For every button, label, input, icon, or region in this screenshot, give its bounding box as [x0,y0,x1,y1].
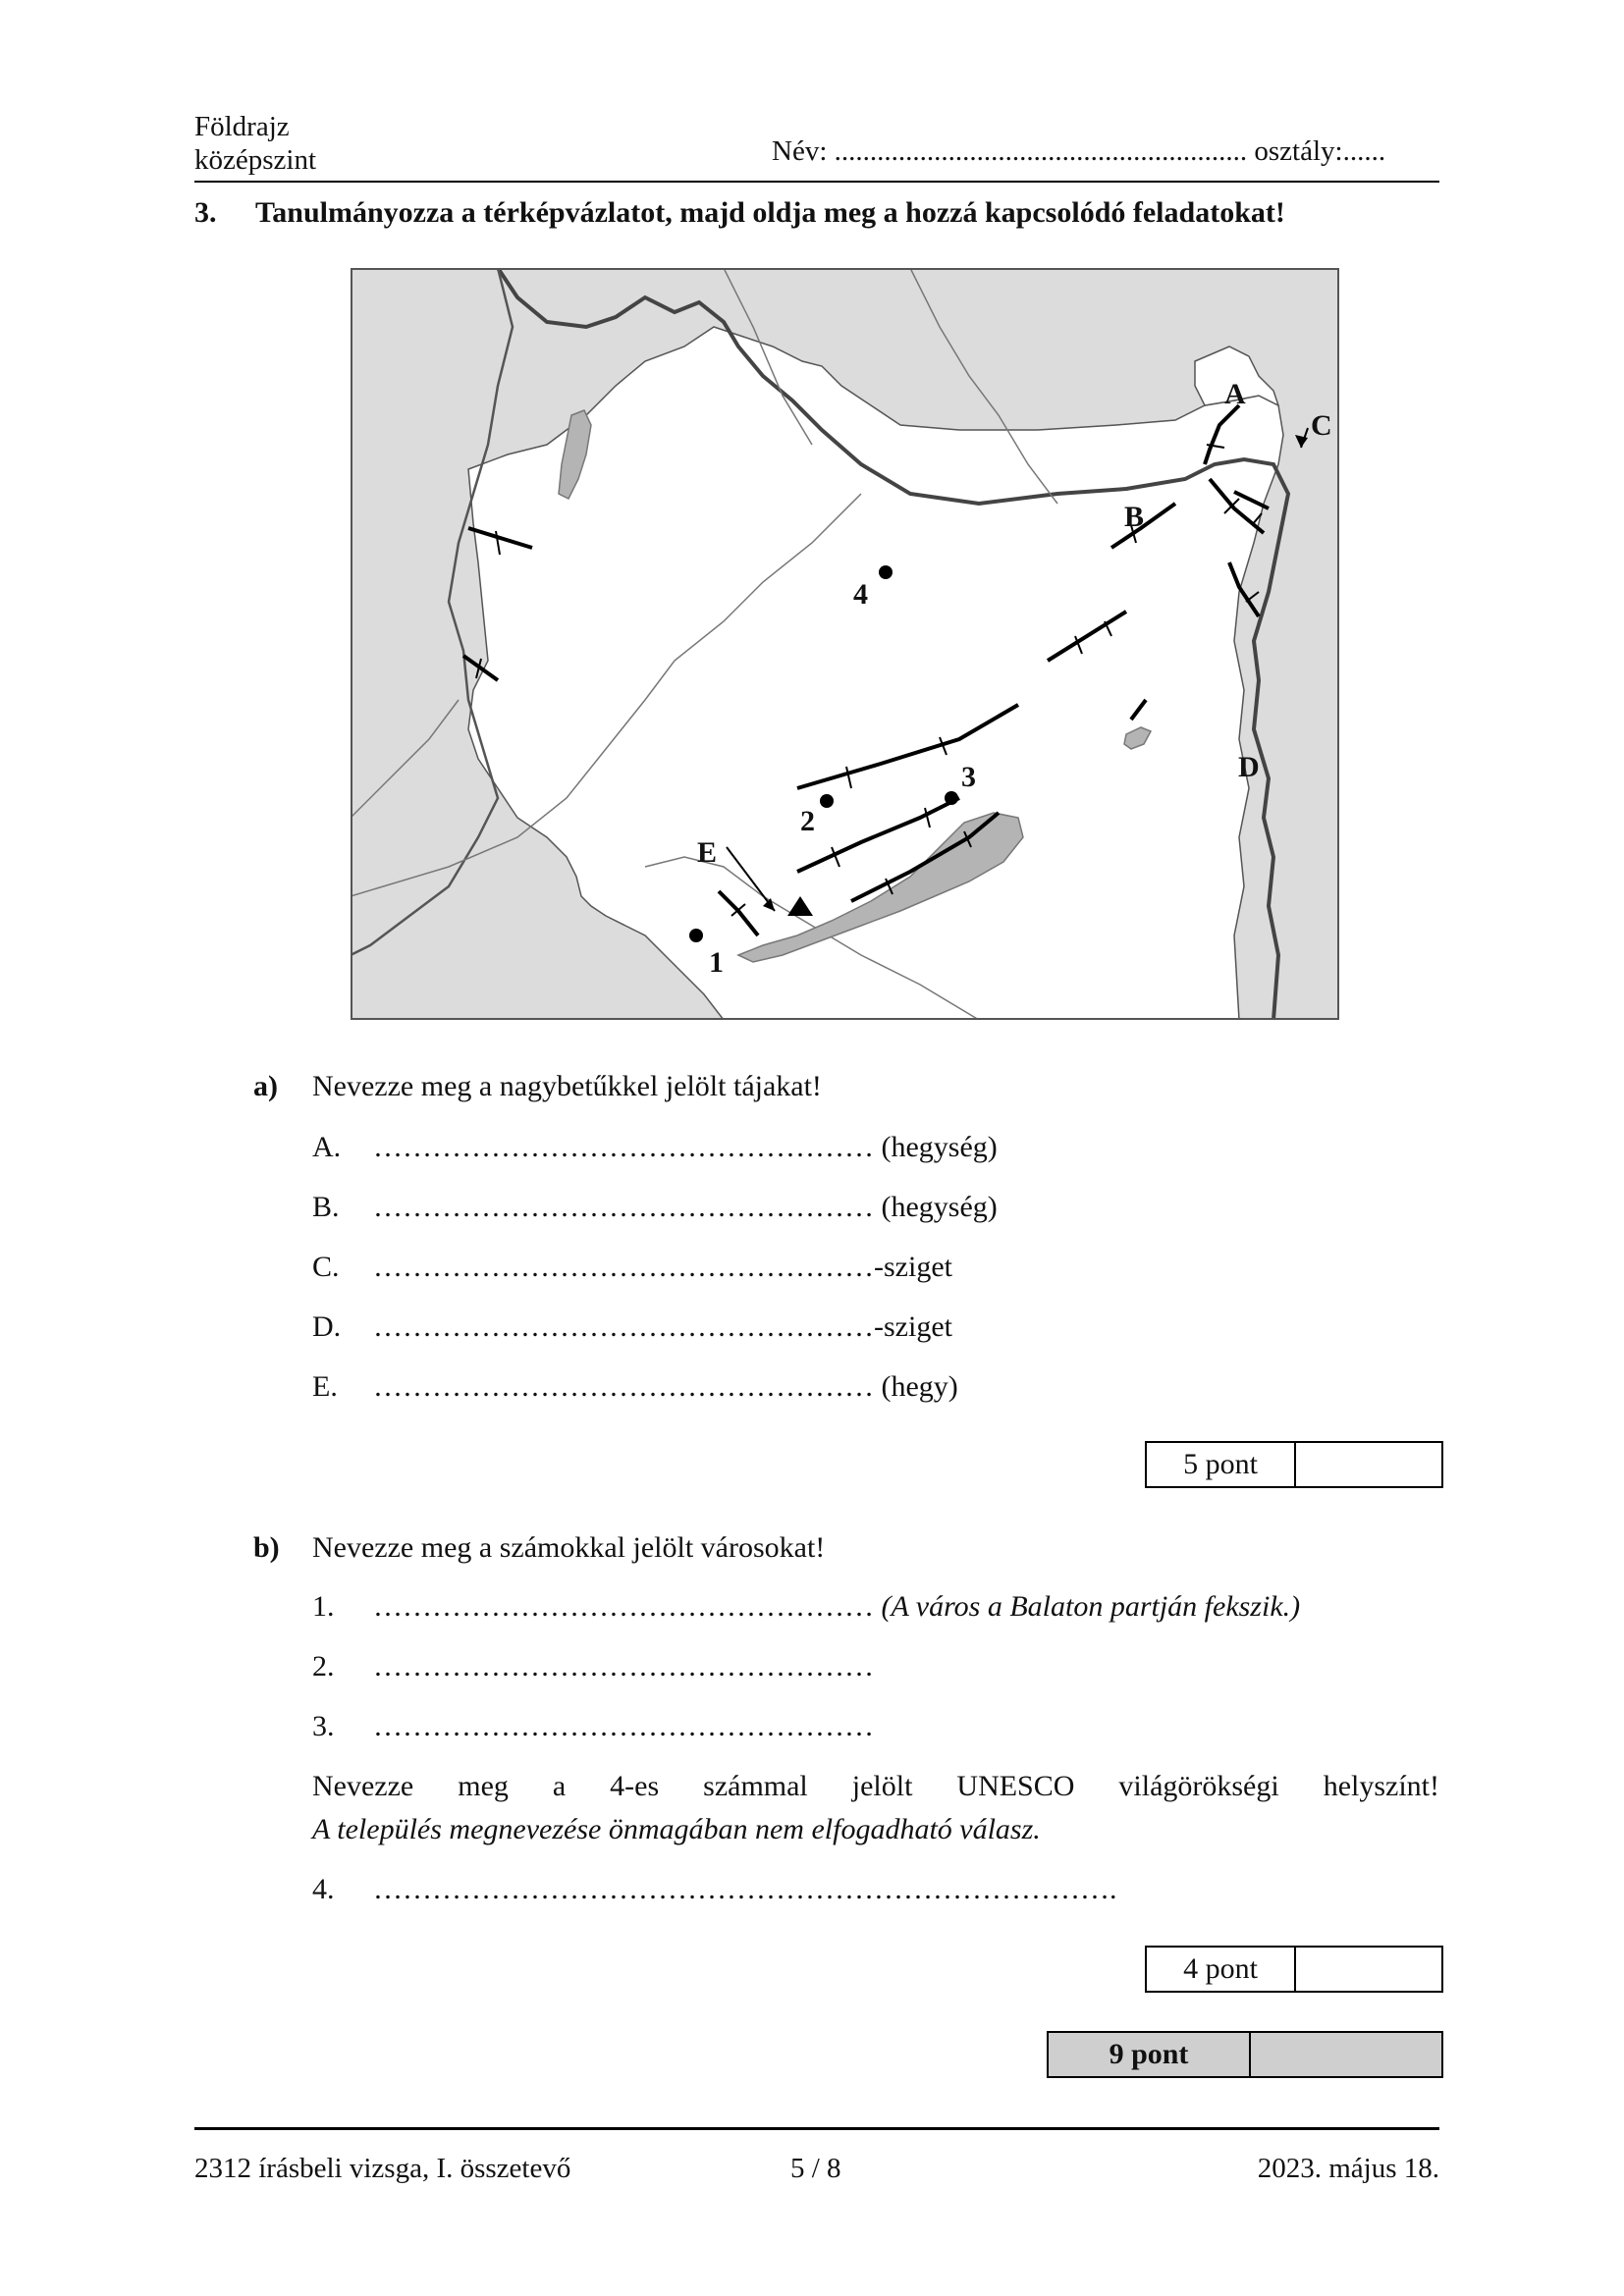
part-b-label: b) [253,1531,280,1564]
answer-key: D. [312,1310,342,1343]
answer-b-1[interactable] [312,1590,1300,1624]
part-b-question [253,1531,825,1565]
answer-suffix: (hegység) [881,1131,998,1163]
map-label-4: 4 [853,578,868,611]
part-a-text: Nevezze meg a nagybetűkkel jelölt tájakat! [312,1070,822,1102]
map-label-A: A [1224,378,1246,410]
footer-exam-id: 2312 írásbeli vizsga, I. összetevő [194,2153,571,2184]
name-class-line: Név: .......................................................... osztály:...... [772,135,1386,167]
answer-b-4[interactable] [312,1873,1117,1906]
map-label-D: D [1238,751,1260,783]
subject-name: Földrajz [194,111,290,142]
score-field-a[interactable] [1295,1442,1442,1487]
total-score-label: 9 pont [1048,2032,1250,2077]
score-label-a: 5 pont [1146,1442,1295,1487]
unesco-note: A település megnevezése önmagában nem elfogadható válasz. [312,1813,1041,1845]
map-label-C: C [1311,409,1332,442]
answer-blank[interactable]: …………………………………………… [373,1710,874,1742]
map-label-B: B [1124,501,1145,533]
total-score-field[interactable] [1250,2032,1442,2077]
part-a-label: a) [253,1070,278,1102]
answer-blank[interactable]: …………………………………………… [373,1191,882,1223]
task-text: Tanulmányozza a térképvázlatot, majd oldja meg a hozzá kapcsolódó feladatokat! [255,196,1285,229]
answer-key: 3. [312,1710,335,1742]
answer-key: A. [312,1131,342,1163]
map-label-3: 3 [961,761,976,793]
answer-a-C[interactable] [312,1251,952,1284]
answer-key: C. [312,1251,340,1283]
task-title [194,196,1285,230]
answer-a-B[interactable] [312,1191,998,1224]
answer-key: 1. [312,1590,335,1623]
subject-level: középszint [194,144,317,176]
header-rule [194,181,1439,183]
part-b-text: Nevezze meg a számokkal jelölt városokat! [312,1531,826,1564]
answer-note: (A város a Balaton partján fekszik.) [881,1590,1301,1623]
score-label-b: 4 pont [1146,1947,1295,1992]
answer-blank[interactable]: …………………………………………… [373,1131,882,1163]
answer-blank[interactable]: …………………………………………… [373,1650,874,1682]
map-sketch [351,268,1339,1020]
answer-key: 4. [312,1873,335,1905]
answer-suffix: -sziget [874,1310,952,1343]
task-number: 3. [194,196,217,229]
footer-rule [194,2127,1439,2130]
score-field-b[interactable] [1295,1947,1442,1992]
city-dot-4 [879,565,893,579]
answer-key: B. [312,1191,340,1223]
answer-a-E[interactable] [312,1370,958,1404]
answer-suffix: (hegy) [881,1370,958,1403]
answer-blank[interactable]: …………………………………………… [373,1590,882,1623]
answer-blank[interactable]: …………………………………………… [373,1370,882,1403]
city-dot-3 [945,791,958,805]
map-label-2: 2 [800,805,815,837]
total-score-box [1047,2031,1443,2078]
answer-b-3[interactable] [312,1710,874,1743]
footer-date: 2023. május 18. [1257,2153,1439,2184]
score-box-b [1145,1946,1443,1993]
city-dot-1 [689,929,703,942]
answer-suffix: -sziget [874,1251,952,1283]
answer-blank[interactable]: …………………………………………… [373,1310,874,1343]
subject-label [194,110,316,177]
part-a-question [253,1070,822,1103]
map-label-E: E [697,836,718,869]
city-dot-2 [820,794,834,808]
map-label-1: 1 [709,946,724,979]
answer-blank[interactable]: …………………………………………………………………. [373,1873,1117,1905]
answer-a-A[interactable] [312,1131,998,1164]
footer-page-number: 5 / 8 [790,2153,841,2184]
score-box-a [1145,1441,1443,1488]
answer-key: E. [312,1370,338,1403]
answer-blank[interactable]: …………………………………………… [373,1251,874,1283]
answer-b-2[interactable] [312,1650,874,1683]
answer-suffix: (hegység) [881,1191,998,1223]
answer-key: 2. [312,1650,335,1682]
unesco-question: Nevezze meg a 4-es számmal jelölt UNESCO világörökségi helyszínt! [312,1770,1439,1802]
answer-a-D[interactable] [312,1310,952,1344]
